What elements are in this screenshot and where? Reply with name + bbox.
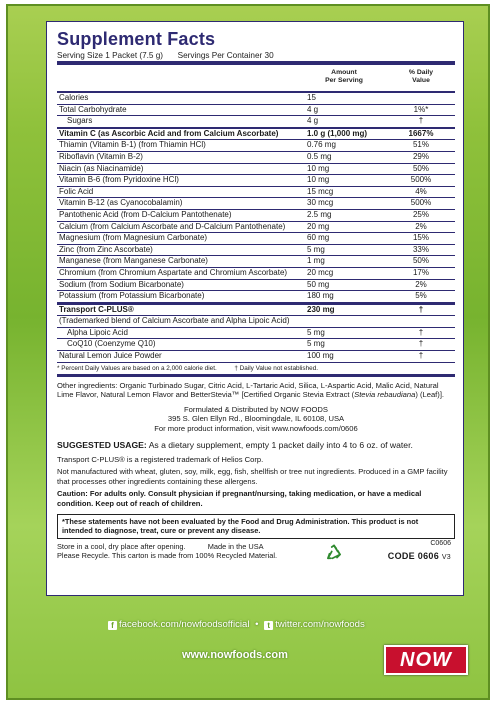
facts-row (57, 198, 455, 210)
now-logo: NOW (384, 645, 468, 675)
facts-row (57, 244, 455, 256)
nutrient-daily-value: 2% (387, 279, 455, 291)
carton-footer (57, 539, 455, 568)
nutrient-amount: 15 mcg (301, 186, 387, 198)
nutrient-amount: 4 g (301, 104, 387, 116)
nutrient-daily-value: 500% (387, 175, 455, 187)
trademark-note: Transport C-PLUS® is a registered trademark of Helios Corp. (57, 454, 264, 464)
nutrient-daily-value: 2% (387, 221, 455, 233)
facts-row (57, 267, 455, 279)
facts-row (57, 327, 455, 339)
nutrient-amount: 5 mg (301, 244, 387, 256)
social-links: f facebook.com/nowfoodsofficial • t twitter.com/nowfoods (108, 619, 365, 630)
nutrient-amount: 5 mg (301, 327, 387, 339)
suggested-usage: SUGGESTED USAGE: As a dietary supplement, empty 1 packet daily into 4 to 6 oz. of water. (57, 439, 413, 450)
nutrient-amount: 4 g (301, 116, 387, 128)
nutrient-daily-value: 29% (387, 151, 455, 163)
nutrient-daily-value: † (387, 327, 455, 339)
amount-header: Amount Per Serving (325, 69, 363, 84)
nutrient-name: Pantothenic Acid (from D-Calcium Pantothenate) (57, 209, 301, 221)
nutrient-amount: 50 mg (301, 279, 387, 291)
nutrient-name: Sugars (57, 116, 301, 128)
twitter-link[interactable]: twitter.com/nowfoods (275, 619, 365, 630)
nutrient-daily-value: 5% (387, 291, 455, 304)
nutrient-name: Niacin (as Niacinamide) (57, 163, 301, 175)
nutrient-name: Thiamin (Vitamin B-1) (from Thiamin HCl) (57, 140, 301, 152)
facts-row (57, 116, 455, 128)
nutrient-amount: 1.0 g (1,000 mg) (301, 128, 387, 140)
website-link[interactable]: www.nowfoods.com (182, 649, 288, 661)
facts-row (57, 256, 455, 268)
supplement-facts-panel (46, 21, 464, 596)
nutrient-name: Natural Lemon Juice Powder (57, 351, 301, 363)
percent-dv-note: * Percent Daily Values are based on a 2,000 calorie diet. (57, 364, 217, 372)
facebook-icon: f (108, 621, 117, 630)
allergen-note: Not manufactured with wheat, gluten, soy, milk, egg, fish, shellfish or tree nut ingredients. Produced in a GMP facility that processes other ingredients containing these allergens. (57, 467, 448, 486)
facts-row (57, 209, 455, 221)
nutrient-name: Vitamin B-12 (as Cyanocobalamin) (57, 198, 301, 210)
facts-row (57, 291, 455, 304)
nutrient-amount: 180 mg (301, 291, 387, 304)
nutrient-name: Calcium (from Calcium Ascorbate and D-Calcium Pantothenate) (57, 221, 301, 233)
nutrient-name: Chromium (from Chromium Aspartate and Chromium Ascorbate) (57, 267, 301, 279)
facts-row (57, 316, 455, 328)
nutrient-daily-value: † (387, 339, 455, 351)
nutrient-name: Sodium (from Sodium Bicarbonate) (57, 279, 301, 291)
nutrient-amount: 20 mcg (301, 267, 387, 279)
facts-row (57, 151, 455, 163)
daily-value-header: % Daily Value (408, 69, 434, 84)
nutrient-amount: 2.5 mg (301, 209, 387, 221)
nutrient-daily-value (387, 316, 455, 328)
nutrient-name: Folic Acid (57, 186, 301, 198)
serving-info (57, 50, 455, 61)
nutrient-name: Zinc (from Zinc Ascorbate) (57, 244, 301, 256)
nutrient-amount: 1 mg (301, 256, 387, 268)
facts-row (57, 128, 455, 140)
supplement-facts-title: Supplement Facts (57, 29, 216, 49)
fda-disclaimer: *These statements have not been evaluated by the Food and Drug Administration. This product is not intended to diagnose, treat, cure or prevent any disease. (57, 514, 455, 539)
nutrient-daily-value: 33% (387, 244, 455, 256)
nutrient-name: Vitamin B-6 (from Pyridoxine HCl) (57, 175, 301, 187)
nutrient-name: Vitamin C (as Ascorbic Acid and from Calcium Ascorbate) (57, 128, 301, 140)
facts-table (57, 93, 455, 363)
dv-footnote (57, 363, 455, 377)
other-ingredients: Other ingredients: Organic Turbinado Sugar, Citric Acid, L-Tartaric Acid, Silica, L-Aspartic Acid, Malic Acid, Natural Lime Flavor, Natural Lemon Flavor and BetterStevia™ [Certified Organic Stevia Extract (Stevia rebaudiana) (Leaf)]. (57, 380, 445, 400)
facts-row (57, 104, 455, 116)
distributor-info: Formulated & Distributed by NOW FOODS 395 S. Glen Ellyn Rd., Bloomingdale, IL 60108, USA For more product information, visit www.nowfoods.com/0606 (154, 404, 358, 434)
nutrient-daily-value: 51% (387, 140, 455, 152)
nutrient-daily-value: 1%* (387, 104, 455, 116)
recycle-note: Please Recycle. This carton is made from 100% Recycled Material. (57, 550, 278, 560)
nutrient-amount: 15 (301, 93, 387, 104)
facebook-link[interactable]: facebook.com/nowfoodsofficial (119, 619, 250, 630)
nutrient-amount: 60 mg (301, 233, 387, 245)
nutrient-name: Riboflavin (Vitamin B-2) (57, 151, 301, 163)
nutrient-daily-value: † (387, 351, 455, 363)
nutrient-amount: 0.5 mg (301, 151, 387, 163)
nutrient-daily-value: 4% (387, 186, 455, 198)
nutrient-amount: 30 mcg (301, 198, 387, 210)
carton-code: C0606 (430, 539, 451, 547)
facts-row (57, 351, 455, 363)
nutrient-name: Total Carbohydrate (57, 104, 301, 116)
nutrient-amount: 10 mg (301, 163, 387, 175)
nutrient-amount: 5 mg (301, 339, 387, 351)
nutrient-amount: 20 mg (301, 221, 387, 233)
nutrient-daily-value: 25% (387, 209, 455, 221)
facts-row (57, 279, 455, 291)
twitter-icon: t (264, 621, 273, 630)
nutrient-daily-value (387, 93, 455, 104)
nutrient-daily-value: 15% (387, 233, 455, 245)
serving-size: Serving Size 1 Packet (7.5 g) (57, 51, 164, 60)
facts-row (57, 163, 455, 175)
nutrient-daily-value: 50% (387, 256, 455, 268)
facts-row (57, 93, 455, 104)
facts-column-header (57, 61, 455, 93)
storage-note: Store in a cool, dry place after opening. (57, 541, 186, 551)
dv-not-established-note: † Daily Value not established. (234, 364, 319, 372)
nutrient-name: CoQ10 (Coenzyme Q10) (57, 339, 301, 351)
product-code: CODE 0606 V3 (387, 550, 451, 561)
nutrient-name: Manganese (from Manganese Carbonate) (57, 256, 301, 268)
nutrient-amount (301, 316, 387, 328)
servings-per-container: Servings Per Container 30 (177, 51, 274, 60)
facts-row (57, 186, 455, 198)
nutrient-amount: 0.76 mg (301, 140, 387, 152)
nutrient-name: Transport C-PLUS® (57, 303, 301, 316)
nutrient-name: Alpha Lipoic Acid (57, 327, 301, 339)
nutrient-amount: 230 mg (301, 303, 387, 316)
nutrient-daily-value: 17% (387, 267, 455, 279)
facts-row (57, 303, 455, 316)
nutrient-daily-value: 500% (387, 198, 455, 210)
caution-note: Caution: For adults only. Consult physician if pregnant/nursing, taking medication, or have a medical condition. Keep out of reach of children. (57, 489, 422, 508)
facts-row (57, 175, 455, 187)
nutrient-daily-value: 50% (387, 163, 455, 175)
facts-row (57, 233, 455, 245)
product-box (6, 4, 490, 700)
nutrient-name: (Trademarked blend of Calcium Ascorbate and Alpha Lipoic Acid) (57, 316, 301, 328)
nutrient-amount: 10 mg (301, 175, 387, 187)
nutrient-daily-value: † (387, 303, 455, 316)
nutrient-amount: 100 mg (301, 351, 387, 363)
nutrient-name: Potassium (from Potassium Bicarbonate) (57, 291, 301, 304)
nutrient-name: Calories (57, 93, 301, 104)
facts-row (57, 221, 455, 233)
nutrient-name: Magnesium (from Magnesium Carbonate) (57, 233, 301, 245)
recycle-icon (325, 544, 343, 562)
nutrient-daily-value: 1667% (387, 128, 455, 140)
made-in: Made in the USA (207, 541, 264, 551)
facts-row (57, 140, 455, 152)
nutrient-daily-value: † (387, 116, 455, 128)
facts-row (57, 339, 455, 351)
